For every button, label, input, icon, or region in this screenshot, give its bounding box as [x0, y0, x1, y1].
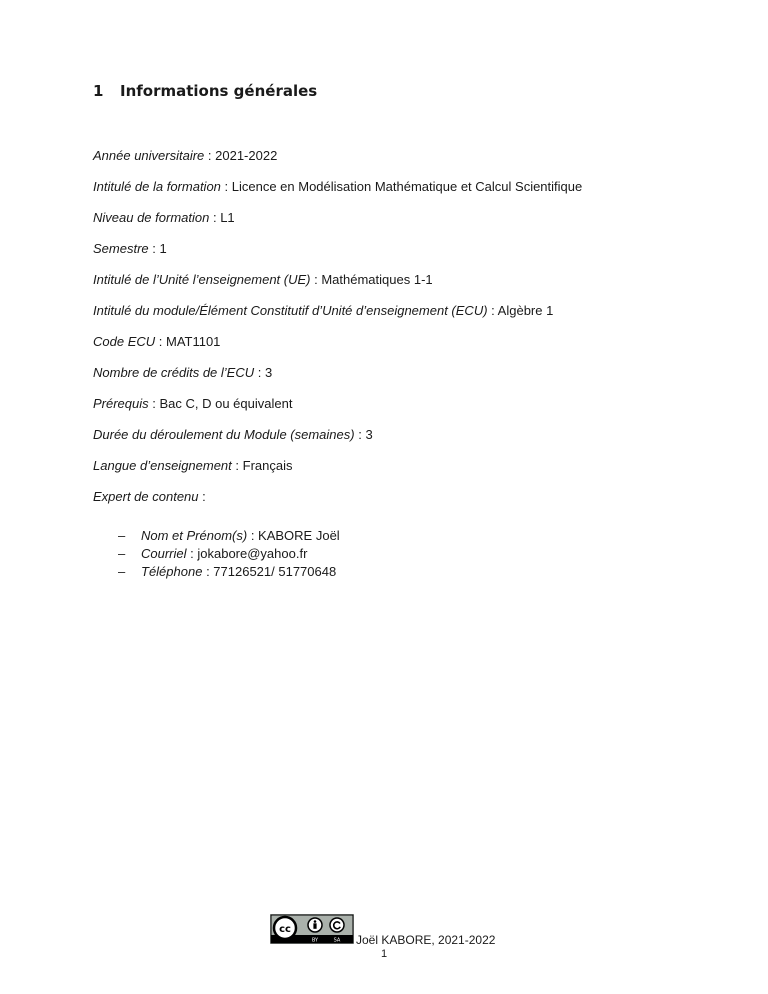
- svg-text:cc: cc: [279, 924, 291, 935]
- field-semestre: Semestre : 1: [93, 241, 167, 256]
- field-nombre-credits: Nombre de crédits de l’ECU : 3: [93, 365, 273, 380]
- general-info-fields: [93, 148, 733, 520]
- section-title: Informations générales: [120, 82, 318, 100]
- list-item-nom: – Nom et Prénom(s) : KABORE Joël: [118, 528, 340, 543]
- expert-details-list: [118, 528, 340, 582]
- field-intitule-module-ecu: Intitulé du module/Élément Constitutif d’Unité d’enseignement (ECU) : Algèbre 1: [93, 303, 554, 318]
- footer-author: Joël KABORE, 2021-2022: [356, 933, 496, 947]
- field-expert-contenu: Expert de contenu :: [93, 489, 206, 504]
- field-code-ecu: Code ECU : MAT1101: [93, 334, 221, 349]
- field-intitule-ue: Intitulé de l’Unité l’enseignement (UE) : Mathématiques 1-1: [93, 272, 433, 287]
- field-langue-enseignement: Langue d’enseignement : Français: [93, 458, 293, 473]
- cc-by-sa-icon: [270, 914, 354, 944]
- list-item-courriel: – Courriel : jokabore@yahoo.fr: [118, 546, 308, 561]
- field-annee-universitaire: Année universitaire : 2021-2022: [93, 148, 278, 163]
- list-item-telephone: – Téléphone : 77126521/ 51770648: [118, 564, 337, 579]
- section-number: 1: [93, 82, 104, 100]
- section-heading: [93, 82, 317, 100]
- page-number: 1: [380, 948, 388, 960]
- svg-text:SA: SA: [333, 937, 341, 944]
- field-niveau-formation: Niveau de formation : L1: [93, 210, 235, 225]
- field-prerequis: Prérequis : Bac C, D ou équivalent: [93, 396, 293, 411]
- field-intitule-formation: Intitulé de la formation : Licence en Modélisation Mathématique et Calcul Scientifique: [93, 179, 583, 194]
- field-duree-module: Durée du déroulement du Module (semaines) : 3: [93, 427, 373, 442]
- svg-text:BY: BY: [311, 937, 319, 944]
